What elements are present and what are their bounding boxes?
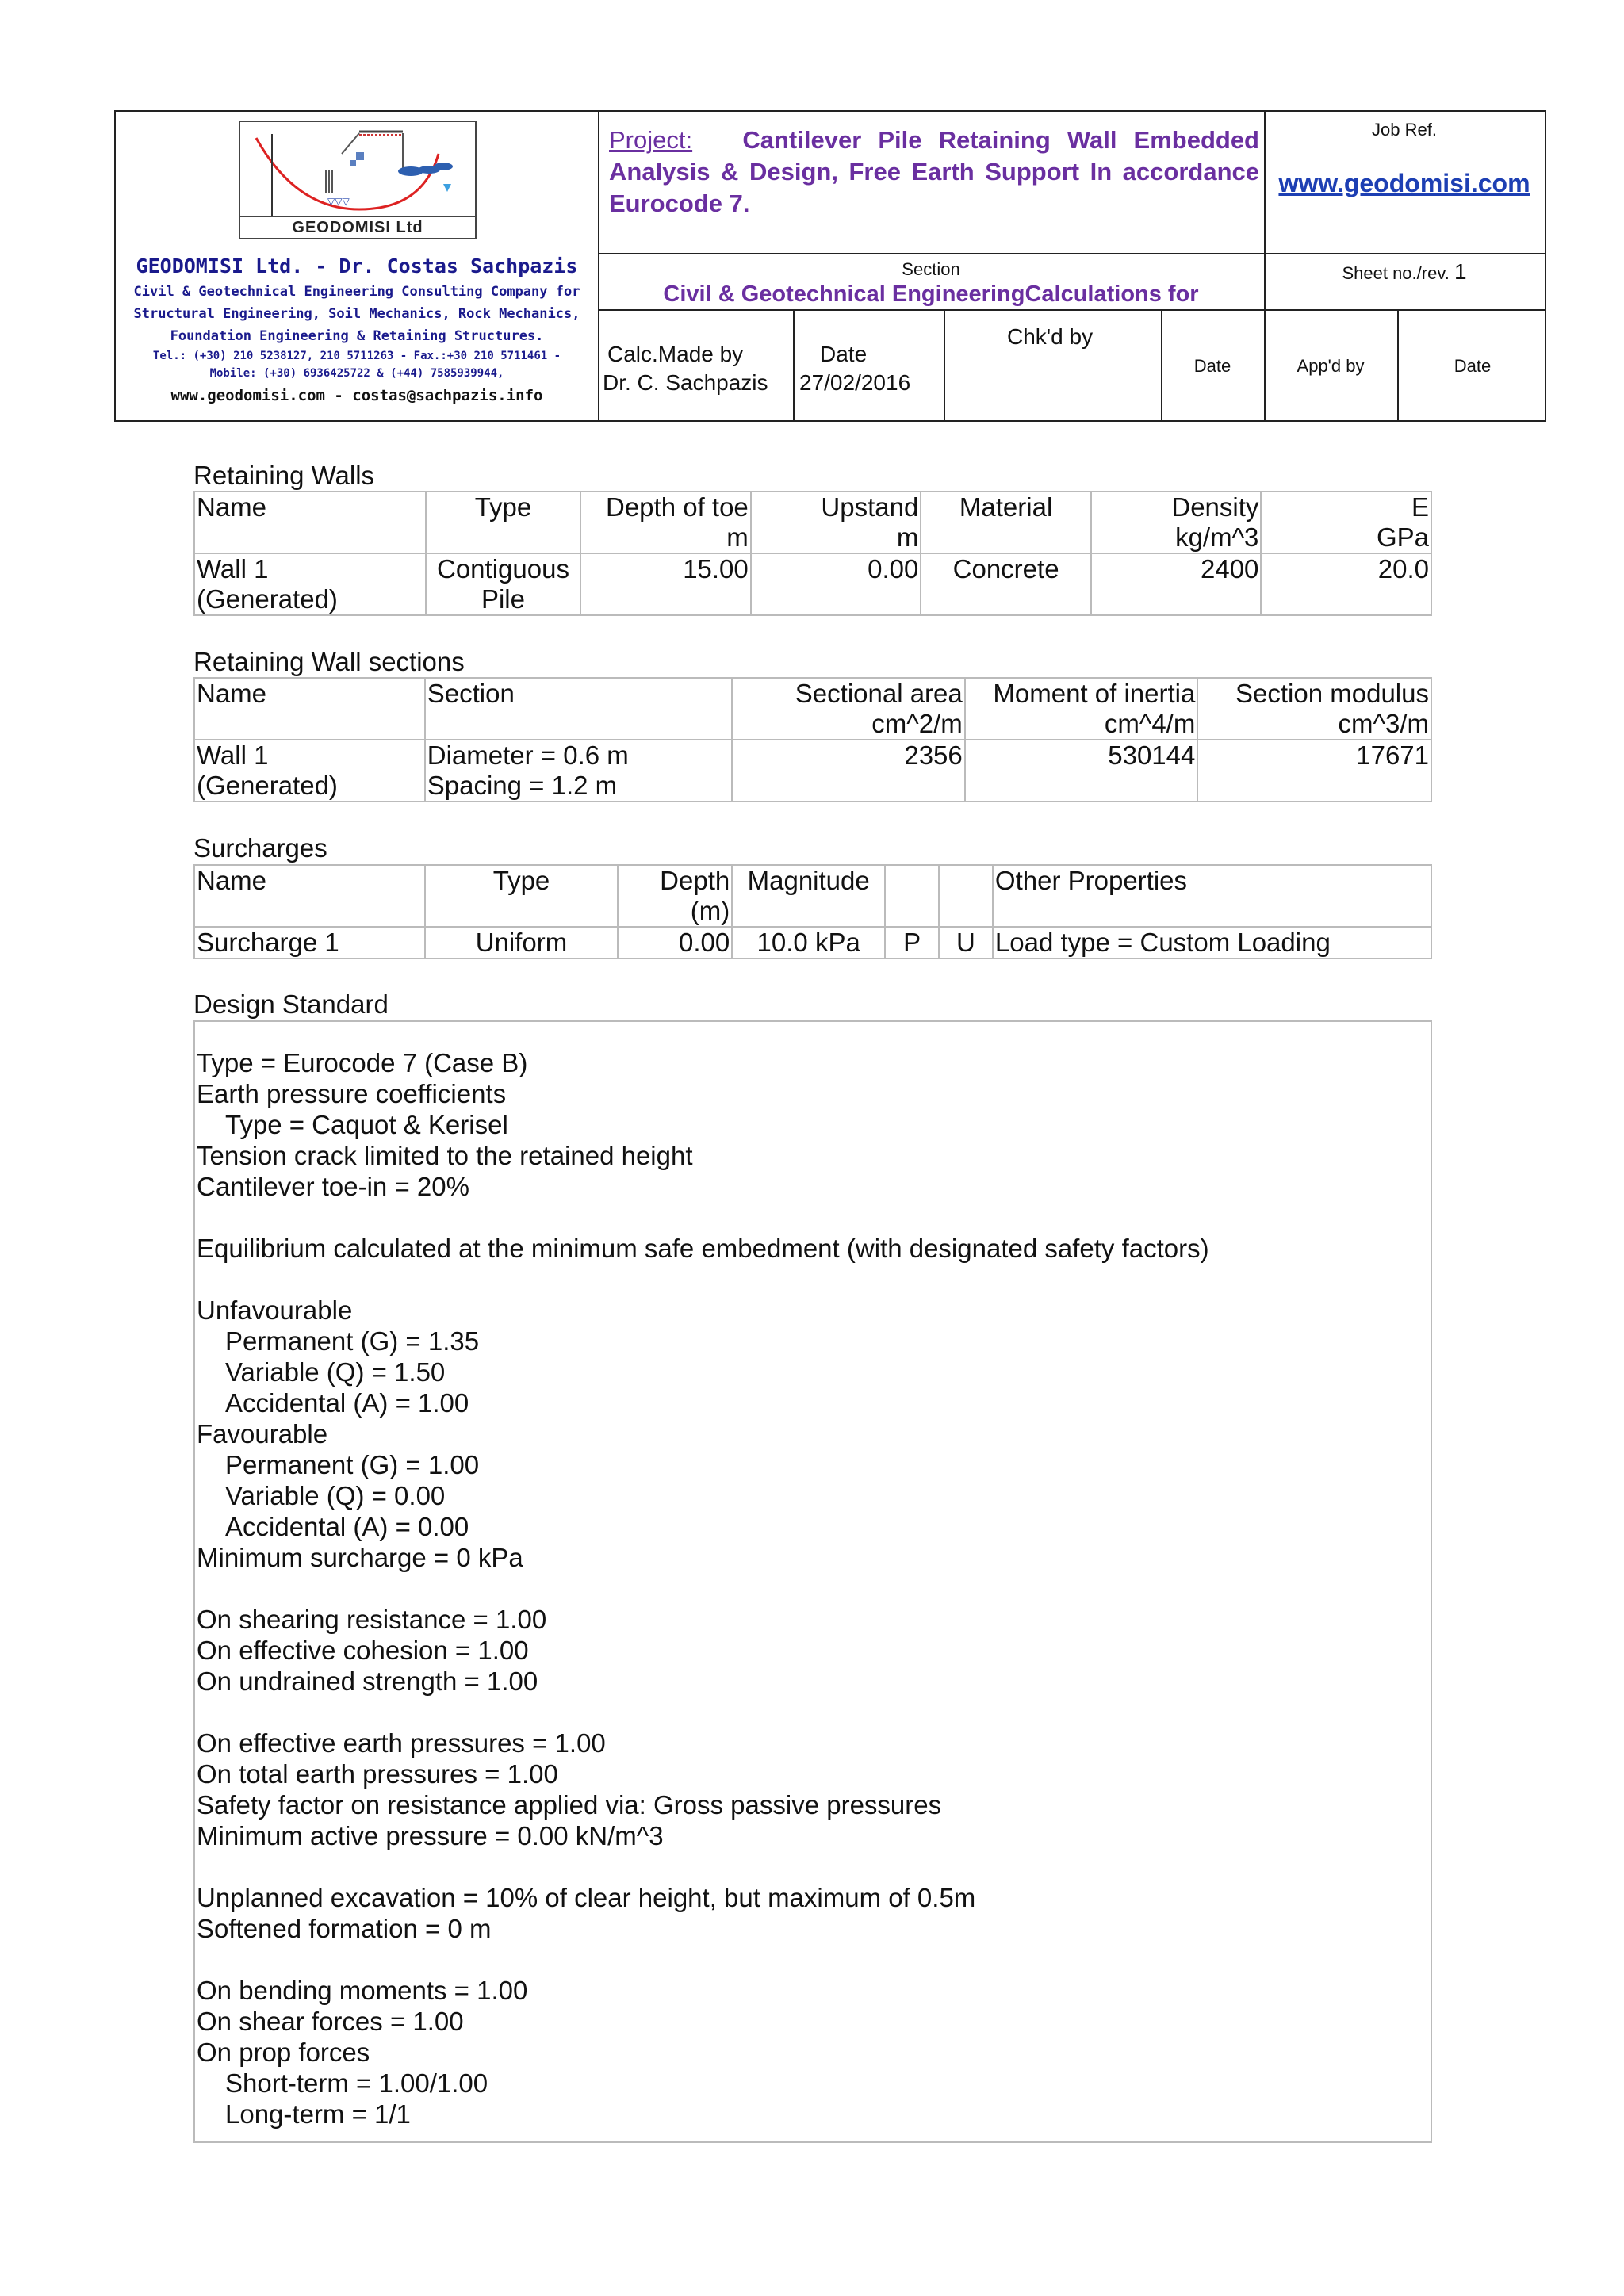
wall-sections-title: Retaining Wall sections bbox=[193, 647, 465, 676]
design-line: Accidental (A) = 0.00 bbox=[225, 1512, 469, 1541]
checked-by-label: Chk'd by bbox=[1007, 324, 1094, 349]
wall-upstand: 0.00 bbox=[751, 553, 921, 615]
col-header: Name bbox=[194, 678, 425, 740]
design-line: On bending moments = 1.00 bbox=[197, 1976, 528, 2005]
project-title bbox=[609, 124, 1259, 220]
table-row bbox=[194, 740, 1431, 802]
design-line: Short-term = 1.00/1.00 bbox=[225, 2068, 488, 2098]
col-header: Depth (m) bbox=[618, 865, 732, 927]
col-header: Magnitude bbox=[732, 865, 885, 927]
design-line: Softened formation = 0 m bbox=[197, 1914, 492, 1943]
col-header: Material bbox=[921, 492, 1091, 553]
table-header-row bbox=[194, 865, 1431, 927]
section-area: 2356 bbox=[732, 740, 965, 802]
sheet-value: 1 bbox=[1454, 259, 1467, 284]
section-inertia: 530144 bbox=[965, 740, 1198, 802]
col-header: E GPa bbox=[1261, 492, 1431, 553]
calc-label: Calc.Made by bbox=[607, 342, 744, 366]
logo-caption: GEODOMISI Ltd bbox=[240, 216, 475, 238]
divider bbox=[598, 309, 1546, 311]
col-header: Sectional area cm^2/m bbox=[732, 678, 965, 740]
divider bbox=[793, 309, 795, 420]
design-line: Minimum surcharge = 0 kPa bbox=[197, 1543, 523, 1572]
project-label: Project: bbox=[609, 126, 693, 154]
surcharge-magnitude: 10.0 kPa bbox=[732, 927, 885, 959]
design-line: Accidental (A) = 1.00 bbox=[225, 1388, 469, 1418]
company-mobile: Mobile: (+30) 6936425722 & (+44) 7585939944, bbox=[209, 367, 504, 380]
section-value: Civil & Geotechnical EngineeringCalculations for bbox=[663, 281, 1199, 307]
col-header: Name bbox=[194, 865, 425, 927]
table-header-row bbox=[194, 492, 1431, 553]
table-header-row bbox=[194, 678, 1431, 740]
retaining-walls-title: Retaining Walls bbox=[193, 461, 375, 490]
wall-type: Contiguous Pile bbox=[426, 553, 581, 615]
surcharge-type: Uniform bbox=[425, 927, 619, 959]
company-web: www.geodomisi.com - costas@sachpazis.info bbox=[170, 387, 543, 404]
company-info bbox=[119, 252, 595, 409]
design-line: Unfavourable bbox=[197, 1295, 353, 1325]
design-line: On prop forces bbox=[197, 2038, 370, 2067]
retaining-walls-table bbox=[193, 491, 1432, 616]
section-label: Section bbox=[902, 259, 960, 279]
col-header: Type bbox=[425, 865, 619, 927]
company-phone: Tel.: (+30) 210 5238127, 210 5711263 - Fax.:+30 210 5711461 - bbox=[152, 350, 561, 362]
retaining-wall-logo-icon bbox=[240, 122, 475, 217]
surcharge-name: Surcharge 1 bbox=[194, 927, 425, 959]
section-geometry: Diameter = 0.6 m Spacing = 1.2 m bbox=[425, 740, 732, 802]
title-block bbox=[114, 110, 1546, 422]
divider bbox=[598, 253, 1546, 254]
sheet-rev bbox=[1264, 259, 1545, 285]
calc-value: Dr. C. Sachpazis bbox=[603, 370, 768, 395]
design-standard-box bbox=[193, 1020, 1432, 2143]
design-line: Variable (Q) = 1.50 bbox=[225, 1357, 446, 1387]
design-line: Minimum active pressure = 0.00 kN/m^3 bbox=[197, 1821, 664, 1850]
svg-text:▽▽▽: ▽▽▽ bbox=[327, 196, 350, 207]
wall-density: 2400 bbox=[1091, 553, 1262, 615]
design-line: Equilibrium calculated at the minimum safe embedment (with designated safety factors) bbox=[197, 1234, 1209, 1263]
job-ref-label: Job Ref. bbox=[1372, 120, 1437, 140]
design-line: On effective earth pressures = 1.00 bbox=[197, 1728, 606, 1758]
col-header bbox=[885, 865, 939, 927]
table-row bbox=[194, 553, 1431, 615]
divider bbox=[944, 309, 945, 420]
project-name: Cantilever Pile Retaining Wall Embedded Analysis & Design, Free Earth Support In accordance Eurocode 7. bbox=[609, 126, 1259, 217]
design-line: Earth pressure coefficients bbox=[197, 1079, 507, 1108]
approved-date-label: Date bbox=[1454, 356, 1492, 376]
surcharge-other: Load type = Custom Loading bbox=[993, 927, 1431, 959]
col-header: Density kg/m^3 bbox=[1091, 492, 1262, 553]
design-line: On shear forces = 1.00 bbox=[197, 2007, 464, 2036]
wall-e: 20.0 bbox=[1261, 553, 1431, 615]
company-line: Structural Engineering, Soil Mechanics, Rock Mechanics, bbox=[133, 306, 580, 322]
section-wall-name: Wall 1 (Generated) bbox=[194, 740, 425, 802]
col-header: Section modulus cm^3/m bbox=[1197, 678, 1431, 740]
design-line: Favourable bbox=[197, 1419, 328, 1448]
surcharge-u: U bbox=[939, 927, 993, 959]
col-header: Section bbox=[425, 678, 732, 740]
design-line: On effective cohesion = 1.00 bbox=[197, 1636, 529, 1665]
wall-name: Wall 1 (Generated) bbox=[194, 553, 426, 615]
company-line: Foundation Engineering & Retaining Structures. bbox=[170, 328, 544, 344]
design-line: On undrained strength = 1.00 bbox=[197, 1667, 538, 1696]
design-line: Long-term = 1/1 bbox=[225, 2099, 411, 2129]
design-standard-title: Design Standard bbox=[193, 989, 389, 1019]
design-line: Type = Eurocode 7 (Case B) bbox=[197, 1048, 528, 1077]
surcharges-table bbox=[193, 864, 1432, 959]
design-line: Permanent (G) = 1.00 bbox=[225, 1450, 480, 1479]
company-line: Civil & Geotechnical Engineering Consulting Company for bbox=[133, 284, 580, 300]
design-line: Permanent (G) = 1.35 bbox=[225, 1326, 480, 1356]
design-line: Safety factor on resistance applied via: Gross passive pressures bbox=[197, 1790, 942, 1820]
company-logo bbox=[239, 121, 477, 239]
col-header: Type bbox=[426, 492, 581, 553]
surcharges-title: Surcharges bbox=[193, 833, 327, 863]
col-header: Other Properties bbox=[993, 865, 1431, 927]
design-line: Tension crack limited to the retained height bbox=[197, 1141, 693, 1170]
col-header: Depth of toe m bbox=[580, 492, 751, 553]
design-line: On shearing resistance = 1.00 bbox=[197, 1605, 547, 1634]
section-modulus: 17671 bbox=[1197, 740, 1431, 802]
col-header: Moment of inertia cm^4/m bbox=[965, 678, 1198, 740]
table-row bbox=[194, 927, 1431, 959]
col-header bbox=[939, 865, 993, 927]
checked-date-label: Date bbox=[1193, 356, 1231, 376]
design-line: Type = Caquot & Kerisel bbox=[225, 1110, 508, 1139]
company-name: GEODOMISI Ltd. - Dr. Costas Sachpazis bbox=[136, 254, 578, 277]
date-label: Date bbox=[820, 342, 868, 366]
wall-material: Concrete bbox=[921, 553, 1091, 615]
wall-depth: 15.00 bbox=[580, 553, 751, 615]
design-line: Unplanned excavation = 10% of clear height, but maximum of 0.5m bbox=[197, 1883, 976, 1912]
date-value: 27/02/2016 bbox=[799, 370, 911, 395]
sheet-label: Sheet no./rev. bbox=[1342, 263, 1450, 283]
design-line: Cantilever toe-in = 20% bbox=[197, 1172, 469, 1201]
design-line: Variable (Q) = 0.00 bbox=[225, 1481, 446, 1510]
col-header: Upstand m bbox=[751, 492, 921, 553]
surcharge-p: P bbox=[885, 927, 939, 959]
website-link[interactable]: www.geodomisi.com bbox=[1278, 169, 1530, 197]
approved-by-label: App'd by bbox=[1297, 356, 1365, 376]
design-line: On total earth pressures = 1.00 bbox=[197, 1759, 558, 1789]
col-header: Name bbox=[194, 492, 426, 553]
wall-sections-table bbox=[193, 677, 1432, 802]
surcharge-depth: 0.00 bbox=[618, 927, 732, 959]
